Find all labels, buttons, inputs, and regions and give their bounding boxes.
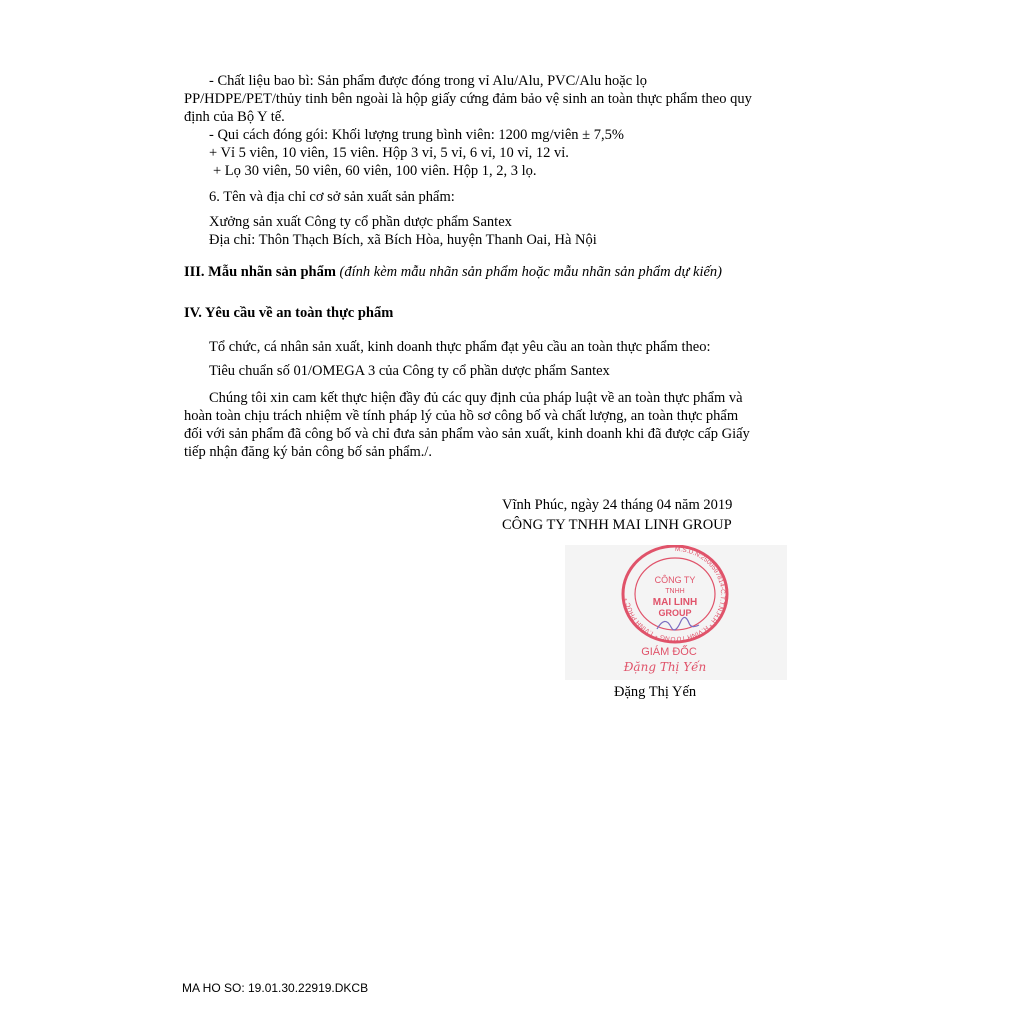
packaging-material-line-3: định của Bộ Y tế. [184, 109, 285, 125]
manufacturer-address: Địa chỉ: Thôn Thạch Bích, xã Bích Hòa, huyện Thanh Oai, Hà Nội [209, 232, 597, 248]
director-name: Đặng Thị Yến [614, 684, 697, 700]
bottle-spec-line: + Lọ 30 viên, 50 viên, 60 viên, 100 viên. Hộp 1, 2, 3 lọ. [213, 163, 537, 179]
commitment-line-3: đối với sản phẩm đã công bố và chỉ đưa sản phẩm vào sản xuất, kinh doanh khi đã được cấp Giấy [184, 426, 750, 442]
director-script-name: Đặng Thị Yến [623, 660, 707, 674]
company-seal [565, 545, 787, 680]
commitment-line-4: tiếp nhận đăng ký bản công bố sản phẩm./. [184, 444, 433, 460]
section-3-title: III. Mẫu nhãn sản phẩm [184, 264, 336, 280]
commitment-line-2: hoàn toàn chịu trách nhiệm về tính pháp lý của hồ sơ công bố và chất lượng, an toàn thực phẩm [184, 408, 739, 424]
section-4-heading: IV. Yêu cầu về an toàn thực phẩm [184, 305, 394, 321]
commitment-line-1: Chúng tôi xin cam kết thực hiện đầy đủ các quy định của pháp luật về an toàn thực phẩm và [209, 390, 743, 406]
section-4-line-1: Tổ chức, cá nhân sản xuất, kinh doanh thực phẩm đạt yêu cầu an toàn thực phẩm theo: [209, 339, 711, 355]
svg-text:GROUP: GROUP [658, 608, 692, 618]
packaging-material-line: - Chất liệu bao bì: Sản phẩm được đóng trong vỉ Alu/Alu, PVC/Alu hoặc lọ [209, 73, 648, 89]
director-title: GIÁM ĐỐC [641, 646, 697, 658]
place-date: Vĩnh Phúc, ngày 24 tháng 04 năm 2019 [502, 497, 733, 513]
section-3-heading [184, 263, 722, 281]
section-3-note: (đính kèm mẫu nhãn sản phẩm hoặc mẫu nhãn sản phẩm dự kiến) [339, 264, 722, 280]
svg-text:CÔNG TY: CÔNG TY [654, 575, 696, 585]
section-4-line-2: Tiêu chuẩn số 01/OMEGA 3 của Công ty cổ phần dược phẩm Santex [209, 363, 610, 379]
svg-text:MAI LINH: MAI LINH [652, 597, 698, 608]
packaging-material-line-2: PP/HDPE/PET/thủy tinh bên ngoài là hộp giấy cứng đảm bảo vệ sinh an toàn thực phẩm theo quy [184, 91, 752, 107]
svg-text:TNHH: TNHH [665, 588, 685, 595]
dossier-code: MA HO SO: 19.01.30.22919.DKCB [182, 981, 369, 995]
packing-spec-line: - Qui cách đóng gói: Khối lượng trung bình viên: 1200 mg/viên ± 7,5% [209, 127, 624, 143]
manufacturer-name: Xưởng sản xuất Công ty cổ phần dược phẩm Santex [209, 214, 512, 230]
signature-stamp-block [565, 545, 787, 680]
svg-text:M.S.D.N:2500597814-C.T.T.N.H.H: M.S.D.N:2500597814-C.T.T.N.H.H * H.VĨNH TƯỜNG * T.VĨNH PHÚC * [624, 545, 727, 643]
manufacturer-heading: 6. Tên và địa chỉ cơ sở sản xuất sản phẩm: [209, 189, 455, 205]
blister-spec-line: + Vỉ 5 viên, 10 viên, 15 viên. Hộp 3 vỉ, 5 vỉ, 6 vỉ, 10 vỉ, 12 vỉ. [209, 145, 569, 161]
company-name: CÔNG TY TNHH MAI LINH GROUP [502, 517, 732, 533]
